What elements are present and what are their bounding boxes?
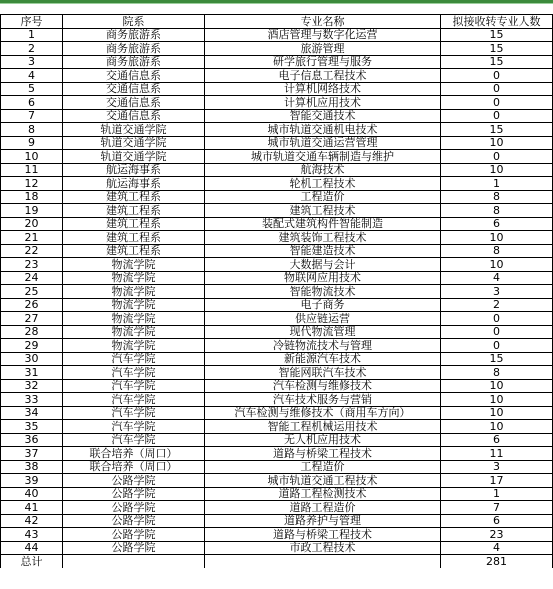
cell-serial: 26 xyxy=(1,298,63,312)
cell-quota: 10 xyxy=(441,379,553,393)
cell-major: 工程造价 xyxy=(205,460,441,474)
cell-major: 旅游管理 xyxy=(205,42,441,56)
cell-serial: 1 xyxy=(1,28,63,42)
cell-major: 智能网联汽车技术 xyxy=(205,366,441,380)
table-row xyxy=(1,541,553,555)
cell-quota: 4 xyxy=(441,541,553,555)
cell-serial: 37 xyxy=(1,447,63,461)
top-accent-line xyxy=(0,3,553,4)
cell-major: 城市轨道交通工程技术 xyxy=(205,474,441,488)
cell-serial: 23 xyxy=(1,258,63,272)
table-row xyxy=(1,325,553,339)
table-row xyxy=(1,298,553,312)
cell-quota: 0 xyxy=(441,312,553,326)
cell-serial: 24 xyxy=(1,271,63,285)
cell-quota: 6 xyxy=(441,514,553,528)
cell-quota: 0 xyxy=(441,69,553,83)
table-row xyxy=(1,514,553,528)
total-value: 281 xyxy=(441,555,553,568)
cell-department: 航运海事系 xyxy=(63,177,205,191)
cell-department: 公路学院 xyxy=(63,528,205,542)
cell-department: 交通信息系 xyxy=(63,96,205,110)
cell-major: 城市轨道交通车辆制造与维护 xyxy=(205,150,441,164)
cell-serial: 29 xyxy=(1,339,63,353)
table-row xyxy=(1,82,553,96)
table-row xyxy=(1,96,553,110)
cell-quota: 11 xyxy=(441,447,553,461)
cell-serial: 44 xyxy=(1,541,63,555)
cell-major: 智能建造技术 xyxy=(205,244,441,258)
cell-serial: 6 xyxy=(1,96,63,110)
cell-serial: 35 xyxy=(1,420,63,434)
transfer-quota-table xyxy=(0,14,553,568)
cell-department: 联合培养（周口） xyxy=(63,447,205,461)
cell-quota: 23 xyxy=(441,528,553,542)
cell-department: 汽车学院 xyxy=(63,406,205,420)
cell-major: 智能交通技术 xyxy=(205,109,441,123)
cell-major: 城市轨道交通机电技术 xyxy=(205,123,441,137)
table-row xyxy=(1,163,553,177)
cell-serial: 33 xyxy=(1,393,63,407)
cell-major: 道路与桥梁工程技术 xyxy=(205,447,441,461)
table-row xyxy=(1,447,553,461)
cell-serial: 8 xyxy=(1,123,63,137)
cell-quota: 10 xyxy=(441,231,553,245)
cell-serial: 20 xyxy=(1,217,63,231)
cell-quota: 0 xyxy=(441,109,553,123)
cell-serial: 40 xyxy=(1,487,63,501)
cell-department: 物流学院 xyxy=(63,271,205,285)
table-row xyxy=(1,150,553,164)
table-row xyxy=(1,379,553,393)
header-major: 专业名称 xyxy=(205,15,441,29)
table-row xyxy=(1,69,553,83)
cell-major: 计算机网络技术 xyxy=(205,82,441,96)
cell-quota: 6 xyxy=(441,217,553,231)
table-row xyxy=(1,460,553,474)
table-row xyxy=(1,528,553,542)
cell-major: 智能工程机械运用技术 xyxy=(205,420,441,434)
cell-major: 汽车检测与维修技术 xyxy=(205,379,441,393)
table-row xyxy=(1,42,553,56)
cell-major: 电子商务 xyxy=(205,298,441,312)
cell-department: 商务旅游系 xyxy=(63,28,205,42)
cell-department: 建筑工程系 xyxy=(63,190,205,204)
cell-serial: 42 xyxy=(1,514,63,528)
cell-quota: 15 xyxy=(441,42,553,56)
cell-major: 现代物流管理 xyxy=(205,325,441,339)
cell-quota: 0 xyxy=(441,82,553,96)
cell-quota: 8 xyxy=(441,366,553,380)
cell-serial: 30 xyxy=(1,352,63,366)
cell-major: 电子信息工程技术 xyxy=(205,69,441,83)
cell-quota: 15 xyxy=(441,123,553,137)
cell-quota: 3 xyxy=(441,285,553,299)
cell-quota: 15 xyxy=(441,55,553,69)
cell-serial: 9 xyxy=(1,136,63,150)
cell-quota: 10 xyxy=(441,136,553,150)
cell-major: 汽车技术服务与营销 xyxy=(205,393,441,407)
cell-serial: 41 xyxy=(1,501,63,515)
table-body xyxy=(1,28,553,555)
cell-serial: 7 xyxy=(1,109,63,123)
cell-major: 航海技术 xyxy=(205,163,441,177)
table-row xyxy=(1,271,553,285)
cell-quota: 0 xyxy=(441,339,553,353)
cell-department: 物流学院 xyxy=(63,325,205,339)
cell-quota: 15 xyxy=(441,352,553,366)
cell-department: 建筑工程系 xyxy=(63,231,205,245)
table-row xyxy=(1,136,553,150)
cell-department: 汽车学院 xyxy=(63,433,205,447)
cell-department: 商务旅游系 xyxy=(63,55,205,69)
cell-serial: 10 xyxy=(1,150,63,164)
cell-quota: 8 xyxy=(441,204,553,218)
total-blank-department xyxy=(63,555,205,568)
cell-quota: 10 xyxy=(441,420,553,434)
cell-quota: 1 xyxy=(441,177,553,191)
cell-department: 商务旅游系 xyxy=(63,42,205,56)
cell-major: 研学旅行管理与服务 xyxy=(205,55,441,69)
cell-serial: 25 xyxy=(1,285,63,299)
cell-major: 道路养护与管理 xyxy=(205,514,441,528)
header-department: 院系 xyxy=(63,15,205,29)
header-quota: 拟接收转专业人数 xyxy=(441,15,553,29)
cell-major: 冷链物流技术与管理 xyxy=(205,339,441,353)
cell-department: 汽车学院 xyxy=(63,379,205,393)
cell-department: 联合培养（周口） xyxy=(63,460,205,474)
cell-quota: 6 xyxy=(441,433,553,447)
cell-major: 大数据与会计 xyxy=(205,258,441,272)
table-row xyxy=(1,352,553,366)
table-row xyxy=(1,109,553,123)
cell-serial: 32 xyxy=(1,379,63,393)
cell-department: 建筑工程系 xyxy=(63,244,205,258)
table-row xyxy=(1,487,553,501)
cell-department: 公路学院 xyxy=(63,514,205,528)
cell-department: 公路学院 xyxy=(63,501,205,515)
cell-major: 轮机工程技术 xyxy=(205,177,441,191)
cell-quota: 2 xyxy=(441,298,553,312)
cell-serial: 43 xyxy=(1,528,63,542)
cell-major: 物联网应用技术 xyxy=(205,271,441,285)
cell-department: 轨道交通学院 xyxy=(63,150,205,164)
table-row xyxy=(1,204,553,218)
cell-quota: 10 xyxy=(441,393,553,407)
cell-department: 建筑工程系 xyxy=(63,217,205,231)
cell-serial: 12 xyxy=(1,177,63,191)
table-row xyxy=(1,501,553,515)
cell-serial: 36 xyxy=(1,433,63,447)
cell-serial: 21 xyxy=(1,231,63,245)
cell-quota: 1 xyxy=(441,487,553,501)
table-row xyxy=(1,217,553,231)
cell-major: 新能源汽车技术 xyxy=(205,352,441,366)
table-row xyxy=(1,28,553,42)
cell-department: 物流学院 xyxy=(63,258,205,272)
header-serial: 序号 xyxy=(1,15,63,29)
cell-department: 物流学院 xyxy=(63,285,205,299)
total-label: 总计 xyxy=(1,555,63,568)
table-row xyxy=(1,55,553,69)
cell-major: 道路工程检测技术 xyxy=(205,487,441,501)
cell-department: 物流学院 xyxy=(63,312,205,326)
cell-department: 交通信息系 xyxy=(63,82,205,96)
cell-department: 交通信息系 xyxy=(63,109,205,123)
table-row xyxy=(1,231,553,245)
cell-department: 轨道交通学院 xyxy=(63,136,205,150)
cell-major: 计算机应用技术 xyxy=(205,96,441,110)
cell-quota: 17 xyxy=(441,474,553,488)
table-row xyxy=(1,258,553,272)
total-row xyxy=(1,555,553,568)
table-row xyxy=(1,433,553,447)
cell-major: 无人机应用技术 xyxy=(205,433,441,447)
cell-major: 城市轨道交通运营管理 xyxy=(205,136,441,150)
cell-serial: 18 xyxy=(1,190,63,204)
cell-major: 供应链运营 xyxy=(205,312,441,326)
table-row xyxy=(1,420,553,434)
cell-department: 交通信息系 xyxy=(63,69,205,83)
cell-major: 装配式建筑构件智能制造 xyxy=(205,217,441,231)
cell-serial: 3 xyxy=(1,55,63,69)
table-row xyxy=(1,339,553,353)
cell-serial: 19 xyxy=(1,204,63,218)
table-row xyxy=(1,406,553,420)
cell-department: 汽车学院 xyxy=(63,420,205,434)
cell-quota: 7 xyxy=(441,501,553,515)
cell-quota: 0 xyxy=(441,150,553,164)
cell-serial: 39 xyxy=(1,474,63,488)
cell-department: 物流学院 xyxy=(63,298,205,312)
cell-quota: 8 xyxy=(441,190,553,204)
cell-serial: 2 xyxy=(1,42,63,56)
cell-quota: 4 xyxy=(441,271,553,285)
table-row xyxy=(1,366,553,380)
table-row xyxy=(1,244,553,258)
cell-department: 公路学院 xyxy=(63,474,205,488)
cell-department: 汽车学院 xyxy=(63,366,205,380)
cell-quota: 10 xyxy=(441,406,553,420)
cell-major: 建筑工程技术 xyxy=(205,204,441,218)
cell-serial: 4 xyxy=(1,69,63,83)
cell-major: 道路工程造价 xyxy=(205,501,441,515)
cell-department: 公路学院 xyxy=(63,541,205,555)
cell-serial: 5 xyxy=(1,82,63,96)
cell-department: 航运海事系 xyxy=(63,163,205,177)
cell-serial: 28 xyxy=(1,325,63,339)
cell-serial: 27 xyxy=(1,312,63,326)
cell-department: 物流学院 xyxy=(63,339,205,353)
cell-serial: 34 xyxy=(1,406,63,420)
cell-department: 建筑工程系 xyxy=(63,204,205,218)
table-row xyxy=(1,474,553,488)
cell-department: 汽车学院 xyxy=(63,352,205,366)
cell-major: 汽车检测与维修技术（商用车方向） xyxy=(205,406,441,420)
cell-department: 公路学院 xyxy=(63,487,205,501)
cell-serial: 38 xyxy=(1,460,63,474)
cell-major: 市政工程技术 xyxy=(205,541,441,555)
table-row xyxy=(1,312,553,326)
cell-major: 道路与桥梁工程技术 xyxy=(205,528,441,542)
table-row xyxy=(1,285,553,299)
cell-quota: 15 xyxy=(441,28,553,42)
cell-quota: 0 xyxy=(441,96,553,110)
cell-serial: 11 xyxy=(1,163,63,177)
total-blank-major xyxy=(205,555,441,568)
cell-quota: 3 xyxy=(441,460,553,474)
cell-department: 轨道交通学院 xyxy=(63,123,205,137)
cell-quota: 10 xyxy=(441,258,553,272)
cell-major: 建筑装饰工程技术 xyxy=(205,231,441,245)
cell-quota: 0 xyxy=(441,325,553,339)
cell-quota: 8 xyxy=(441,244,553,258)
table-row xyxy=(1,190,553,204)
cell-serial: 31 xyxy=(1,366,63,380)
cell-major: 智能物流技术 xyxy=(205,285,441,299)
cell-quota: 10 xyxy=(441,163,553,177)
cell-serial: 22 xyxy=(1,244,63,258)
cell-major: 工程造价 xyxy=(205,190,441,204)
table-row xyxy=(1,123,553,137)
header-row xyxy=(1,15,553,29)
cell-major: 酒店管理与数字化运营 xyxy=(205,28,441,42)
table-row xyxy=(1,177,553,191)
cell-department: 汽车学院 xyxy=(63,393,205,407)
table-row xyxy=(1,393,553,407)
